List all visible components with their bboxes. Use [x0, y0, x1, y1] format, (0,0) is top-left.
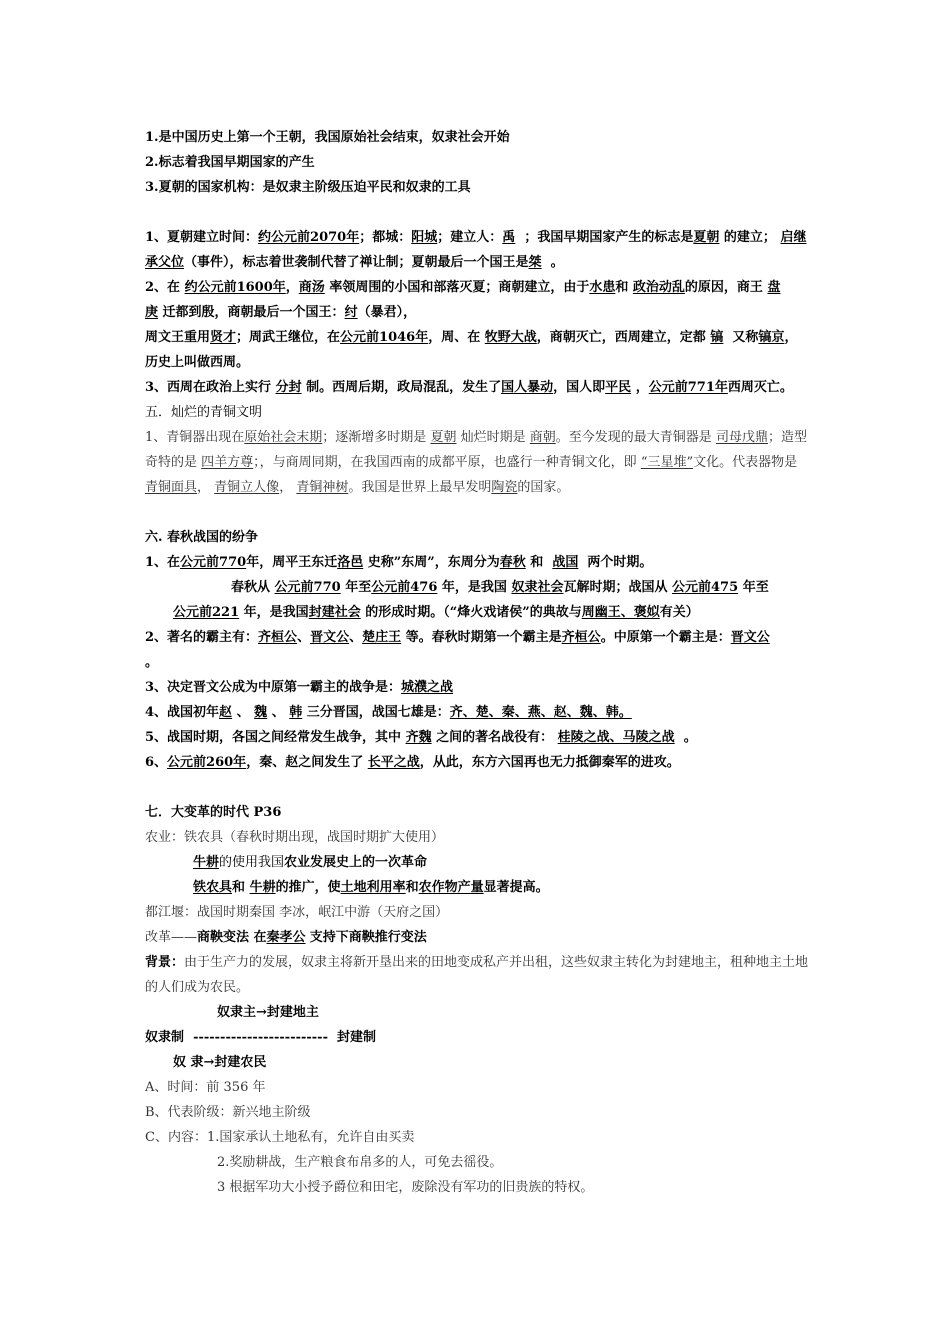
answer: 夏朝 — [693, 230, 720, 245]
text: ， — [635, 380, 649, 395]
text: 。 — [145, 655, 159, 670]
text: 奴隶制 — [145, 1030, 185, 1045]
text: 、 — [271, 705, 285, 720]
answer: 水患 — [589, 280, 616, 295]
reform-content-1: C、内容：1.国家承认土地私有，允许自由买卖 — [145, 1130, 415, 1145]
spring-line-4 — [145, 625, 810, 675]
text: 年，是我国 — [243, 605, 309, 620]
answer: 公元前770 — [274, 580, 341, 595]
text: 、 — [349, 630, 363, 645]
text: 、 — [297, 630, 311, 645]
text: 灿烂时期是 — [460, 430, 526, 445]
intro-line-1: 1.是中国历史上第一个王朝，我国原始社会结束，奴隶社会开始 — [145, 130, 510, 145]
answer: 韩 — [289, 705, 303, 720]
text: 制。西周后期，政局混乱，发生了 — [306, 380, 502, 395]
text: 4、战国初年 — [145, 705, 220, 720]
text: ，历史上叫做西周。 — [145, 330, 798, 370]
text: ， — [279, 480, 293, 495]
text: 封建制 — [337, 1030, 377, 1045]
answer: 原始社会末期 — [244, 430, 323, 445]
text: 率领周围的小国和部落灭夏；商朝建立，由于 — [329, 280, 590, 295]
answer: 平民 — [605, 380, 632, 395]
text: 3、决定晋文公成为中原第一霸主的战争是： — [145, 680, 402, 695]
text: ；，与商周同期，在我国西南的成都平原，也盛行一种青铜文化，即 — [253, 455, 637, 470]
xia-paragraph-1 — [145, 225, 810, 275]
answer: 商汤 — [298, 280, 325, 295]
reform-ox-ploughing — [145, 850, 810, 875]
text: 等。春秋时期第一个霸主是 — [405, 630, 562, 645]
spring-line-5 — [145, 675, 810, 700]
answer: 镐 — [710, 330, 724, 345]
answer: 公元前475 — [672, 580, 739, 595]
spring-line-2 — [145, 575, 810, 600]
answer: 齐桓公 — [561, 630, 601, 645]
text: 6、 — [145, 755, 168, 770]
answer: 约公元前2070年 — [258, 230, 360, 245]
answer: 公元前771年 — [648, 380, 728, 395]
reform-background — [145, 950, 810, 1000]
answer: 司母戊鼎 — [715, 430, 768, 445]
answer: 牛耕 — [193, 855, 220, 870]
text: 的推广，使 — [275, 880, 341, 895]
answer: 公元前260年 — [167, 755, 247, 770]
answer: 楚庄王 — [362, 630, 402, 645]
answer: 约公元前1600年 — [184, 280, 286, 295]
document-page — [145, 125, 810, 1200]
text: 5、战国时期，各国之间经常发生战争，其中 — [145, 730, 402, 745]
text: ；我国早期国家产生的标志是 — [524, 230, 694, 245]
intro-line-2: 2.标志着我国早期国家的产生 — [145, 155, 315, 170]
xia-paragraph-2 — [145, 275, 810, 375]
answer: 牧野大战 — [484, 330, 537, 345]
text: 文化。代表器物是 — [693, 455, 798, 470]
text: 。 — [683, 730, 697, 745]
answer: 公元前1046年 — [340, 330, 429, 345]
answer: 青铜神树 — [296, 480, 349, 495]
text: 的使用我国 — [219, 855, 285, 870]
text: ， — [197, 480, 211, 495]
reform-diagram-top: 奴隶主→封建地主 — [217, 1005, 319, 1020]
answer: 镐京 — [758, 330, 785, 345]
reform-diagram-middle — [145, 1025, 810, 1050]
intro-line-3: 3.夏朝的国家机构：是奴隶主阶级压迫平民和奴隶的工具 — [145, 180, 471, 195]
text: ，从此，东方六国再也无力抵御秦军的进攻。 — [419, 755, 680, 770]
text: 支持下商鞅推行变法 — [309, 930, 427, 945]
text: 和 — [615, 280, 629, 295]
text: 有关） — [659, 605, 699, 620]
text: 显著提高。 — [483, 880, 549, 895]
answer: 纣 — [344, 305, 358, 320]
answer: 晋文公 — [730, 630, 770, 645]
answer: 公元前221 — [173, 605, 240, 620]
text: （暴君）， — [357, 305, 417, 320]
text: 的国家。 — [517, 480, 570, 495]
text: 。我国是世界上最早发明 — [348, 480, 492, 495]
reform-content-2: 2.奖励耕战，生产粮食布帛多的人，可免去徭役。 — [217, 1155, 503, 1170]
answer: 齐、楚、秦、燕、赵、魏、韩。 — [449, 705, 632, 720]
answer: 公元前476 — [371, 580, 438, 595]
text: 改革—— — [145, 930, 198, 945]
reform-class: B、代表阶级：新兴地主阶级 — [145, 1105, 311, 1120]
reform-time: A、时间：前 356 年 — [145, 1080, 266, 1095]
bronze-paragraph — [145, 425, 810, 500]
answer: 政治动乱 — [632, 280, 685, 295]
answer: 国人暴动 — [501, 380, 554, 395]
answer: 齐魏 — [405, 730, 432, 745]
reform-dujiangyan: 都江堰：战国时期秦国 李冰，岷江中游（天府之国） — [145, 905, 449, 920]
answer: 魏 — [254, 705, 268, 720]
reform-content-3: 3 根据军功大小授予爵位和田宅，废除没有军功的旧贵族的特权。 — [217, 1180, 594, 1195]
spring-line-8 — [145, 750, 810, 775]
spring-line-1 — [145, 550, 810, 575]
text: 春秋从 — [231, 580, 271, 595]
text: 年，周平王东迁 — [246, 555, 338, 570]
text: 背景： — [145, 955, 185, 970]
answer: 城濮之战 — [401, 680, 454, 695]
text: ，周、在 — [428, 330, 481, 345]
text: ；周武王继位，在 — [236, 330, 341, 345]
text: 和 — [232, 880, 246, 895]
answer: 封建社会 — [308, 605, 361, 620]
text: ， — [285, 280, 299, 295]
spring-line-3 — [145, 600, 810, 625]
text: 史称”东周”，东周分为 — [367, 555, 500, 570]
text: 农业发展史上的一次革命 — [284, 855, 428, 870]
text: ；逐渐增多时期是 — [322, 430, 427, 445]
answer: 奴隶社会 — [511, 580, 564, 595]
answer: 战国 — [552, 555, 579, 570]
text: 之间的著名战役有： — [436, 730, 554, 745]
text: 1、在 — [145, 555, 181, 570]
bronze-heading: 五．灿烂的青铜文明 — [145, 405, 263, 420]
text: 由于生产力的发展，奴隶主将新开垦出来的田地变成私产并出租，这些奴隶主转化为封建地主，租种地主土地的人们成为农民。 — [145, 955, 809, 995]
answer: 盘庚 — [145, 280, 781, 320]
text: 年至 — [742, 580, 769, 595]
text: 的形成时期。（“烽火戏诸侯”的典故与 — [365, 605, 582, 620]
text: 。至今发现的最大青铜器是 — [555, 430, 712, 445]
spacer — [145, 500, 810, 525]
xia-paragraph-3 — [145, 375, 810, 400]
reform-iron-tools — [145, 875, 810, 900]
answer: 牛耕 — [249, 880, 276, 895]
text: ，秦、赵之间发生了 — [246, 755, 364, 770]
answer: 铁农具 — [193, 880, 233, 895]
text: ；造型奇特的是 — [145, 430, 807, 470]
text: ；建立人： — [437, 230, 503, 245]
spring-line-7 — [145, 725, 810, 750]
reform-agriculture: 农业：铁农具（春秋时期出现，战国时期扩大使用） — [145, 830, 445, 845]
text: 1、青铜器出现在 — [145, 430, 245, 445]
text: 3、西周在政治上实行 — [145, 380, 272, 395]
text: 年，是我国 — [441, 580, 507, 595]
text: 周文王重用 — [145, 330, 211, 345]
text: 2、著名的霸主有： — [145, 630, 259, 645]
text: 的建立； — [723, 230, 776, 245]
text: 三分晋国，战国七雄是： — [306, 705, 450, 720]
answer: 洛邑 — [337, 555, 364, 570]
answer: 商朝 — [529, 430, 556, 445]
text: ；都城： — [359, 230, 412, 245]
reform-heading: 七．大变革的时代 P36 — [145, 805, 282, 820]
text: 商鞅变法 在 — [197, 930, 267, 945]
text: 迁都到殷，商朝最后一个国王： — [162, 305, 345, 320]
text: 的原因，商王 — [684, 280, 763, 295]
answer: 齐桓公 — [258, 630, 298, 645]
reform-shang-yang — [145, 925, 810, 950]
text: 西周灭亡。 — [727, 380, 793, 395]
answer: 四羊方尊 — [201, 455, 254, 470]
text: 和 — [405, 880, 419, 895]
text: 年至 — [345, 580, 372, 595]
answer: 启继承父位 — [145, 230, 807, 270]
text: 又称 — [732, 330, 759, 345]
spring-heading: 六. 春秋战国的纷争 — [145, 530, 259, 545]
answer: 秦孝公 — [266, 930, 306, 945]
divider: ------------------------- — [193, 1030, 328, 1045]
answer: 赵 — [219, 705, 233, 720]
text: 。 — [550, 255, 564, 270]
reform-diagram-bottom: 奴 隶→封建农民 — [173, 1055, 267, 1070]
answer: 阳城 — [411, 230, 438, 245]
answer: 分封 — [275, 380, 302, 395]
answer: 青铜立人像 — [214, 480, 280, 495]
text: ，国人即 — [553, 380, 606, 395]
spacer — [145, 775, 810, 800]
answer: 青铜面具 — [145, 480, 198, 495]
answer: 春秋 — [499, 555, 526, 570]
text: 两个时期。 — [587, 555, 653, 570]
answer: 禹 — [502, 230, 516, 245]
answer: 晋文公 — [310, 630, 350, 645]
answer: 长平之战 — [367, 755, 420, 770]
answer: 周幽王、褒姒 — [581, 605, 660, 620]
answer: 土地利用率 — [340, 880, 406, 895]
text: 瓦解时期；战国从 — [563, 580, 668, 595]
answer: 桂陵之战、马陵之战 — [557, 730, 675, 745]
answer: “三星堆” — [640, 455, 694, 470]
answer: 夏朝 — [430, 430, 457, 445]
spring-line-6 — [145, 700, 810, 725]
answer: 贤才 — [210, 330, 237, 345]
text: 和 — [530, 555, 544, 570]
text: 、 — [236, 705, 250, 720]
spacer — [145, 200, 810, 225]
answer: 桀 — [528, 255, 542, 270]
text: 。中原第一个霸主是： — [600, 630, 731, 645]
answer: 农作物产量 — [418, 880, 484, 895]
answer: 陶瓷 — [491, 480, 518, 495]
text: 2、在 — [145, 280, 181, 295]
text: ，商朝灭亡，西周建立，定都 — [536, 330, 706, 345]
text: （事件），标志着世袭制代替了禅让制；夏朝最后一个国王是 — [184, 255, 529, 270]
answer: 公元前770 — [180, 555, 247, 570]
text: 1、夏朝建立时间： — [145, 230, 259, 245]
